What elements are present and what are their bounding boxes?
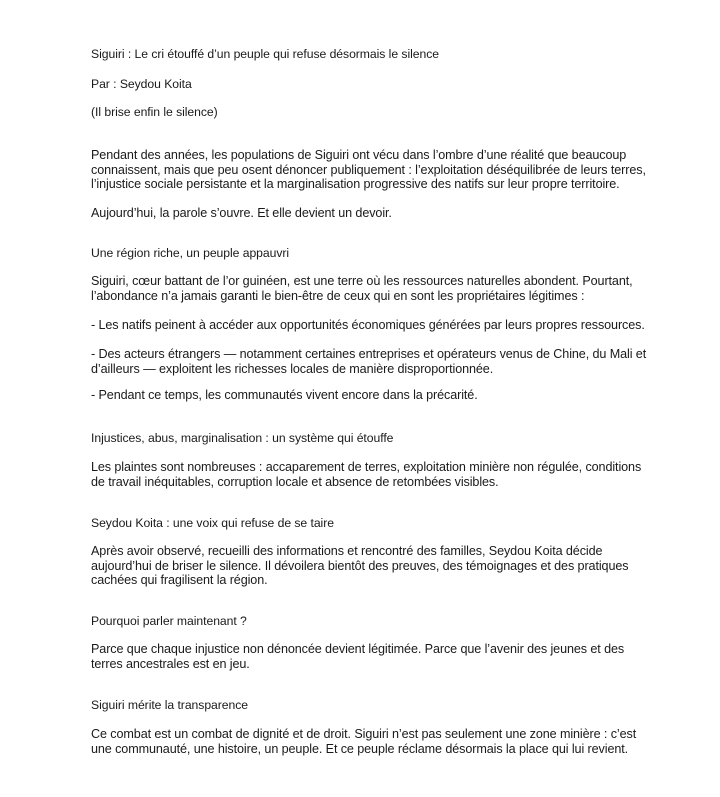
- section-paragraph: [91, 274, 633, 303]
- section-heading: Une région riche, un peuple appauvri: [91, 246, 290, 260]
- bullet-item: - Pendant ce temps, les communautés vivent encore dans la précarité.: [91, 388, 478, 402]
- text-line: terres ancestrales est en jeu.: [91, 656, 250, 671]
- section-heading: Seydou Koita : une voix qui refuse de se taire: [91, 516, 334, 530]
- bullet-item: [91, 347, 646, 376]
- text-line: Les plaintes sont nombreuses : accaparement de terres, exploitation minière non régulée, conditions: [91, 460, 642, 474]
- article-subtitle: (Il brise enfin le silence): [91, 105, 218, 119]
- text-line: aujourd’hui de briser le silence. Il dévoilera bientôt des preuves, des témoignages et des pratiques: [91, 558, 629, 573]
- text-line: cachées qui fragilisent la région.: [91, 573, 268, 588]
- intro-closing: Aujourd’hui, la parole s’ouvre. Et elle devient un devoir.: [91, 206, 392, 220]
- text-line: connaissent, mais que peu osent dénoncer publiquement : l’exploitation déséquilibrée de leurs terres,: [91, 162, 646, 177]
- section-heading: Siguiri mérite la transparence: [91, 698, 249, 712]
- text-line: l’injustice sociale persistante et la marginalisation progressive des natifs sur leur propre territoire.: [91, 177, 620, 192]
- section-paragraph: [91, 460, 641, 489]
- text-line: une communauté, une histoire, un peuple. Et ce peuple réclame désormais la place qui lui revient.: [91, 741, 629, 756]
- section-heading: Injustices, abus, marginalisation : un système qui étouffe: [91, 431, 394, 445]
- text-line: Siguiri, cœur battant de l’or guinéen, est une terre où les ressources naturelles abondent. Pourtant,: [91, 274, 633, 288]
- text-line: l’abondance n’a jamais garanti le bien-être de ceux qui en sont les propriétaires légitimes :: [91, 288, 585, 303]
- text-line: Après avoir observé, recueilli des informations et rencontré des familles, Seydou Koita décide: [91, 544, 603, 558]
- bullet-item: - Les natifs peinent à accéder aux opportunités économiques générées par leurs propres ressources.: [91, 318, 645, 332]
- intro-paragraph: [91, 148, 646, 192]
- section-paragraph: [91, 727, 636, 756]
- text-line: - Des acteurs étrangers — notamment certaines entreprises et opérateurs venus de Chine, du Mali et: [91, 347, 647, 361]
- section-paragraph: [91, 544, 628, 588]
- article-byline: Par : Seydou Koita: [91, 77, 192, 91]
- article-title: Siguiri : Le cri étouffé d’un peuple qui refuse désormais le silence: [91, 47, 439, 61]
- section-heading: Pourquoi parler maintenant ?: [91, 614, 247, 628]
- text-line: de travail inéquitables, corruption locale et absence de retombées visibles.: [91, 474, 499, 489]
- text-line: Parce que chaque injustice non dénoncée devient légitimée. Parce que l’avenir des jeunes et des: [91, 642, 625, 656]
- section-paragraph: [91, 642, 624, 671]
- text-line: Ce combat est un combat de dignité et de droit. Siguiri n’est pas seulement une zone minière : c’est: [91, 727, 637, 741]
- text-line: d’ailleurs — exploitent les richesses locales de manière disproportionnée.: [91, 361, 494, 376]
- text-line: Pendant des années, les populations de Siguiri ont vécu dans l’ombre d’une réalité que beaucoup: [91, 148, 627, 162]
